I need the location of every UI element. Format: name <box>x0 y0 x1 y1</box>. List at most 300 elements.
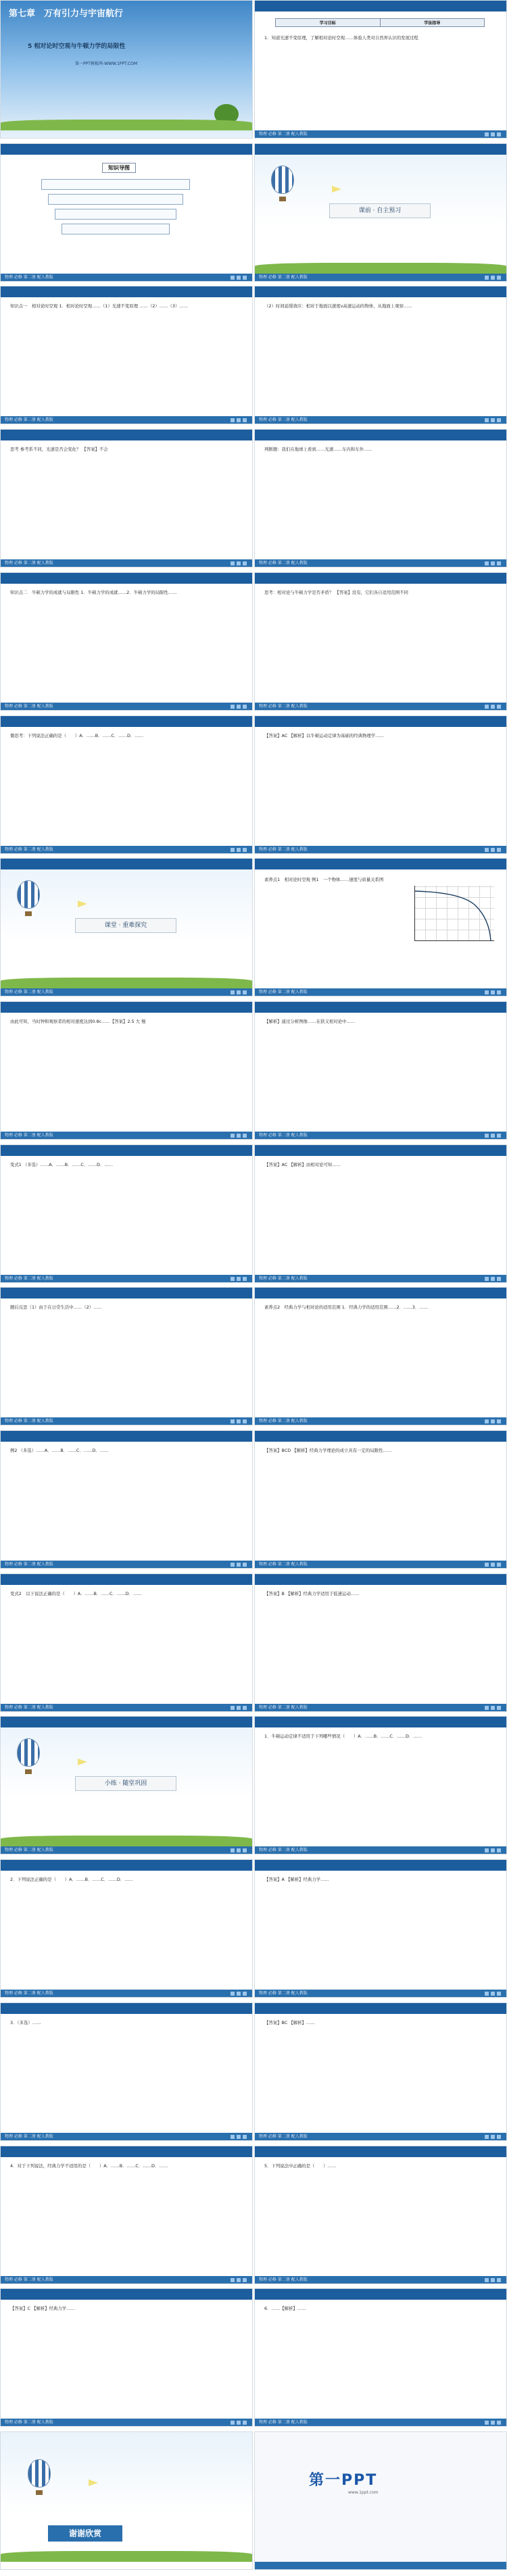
slide-text: 4．对于下列说法，经典力学不适用的是（ ）A．……B．……C．……D．…… <box>10 2163 168 2169</box>
nav-dot <box>237 1706 241 1710</box>
slide-text: 2．下列说法正确的是（ ）A．……B．……C．……D．…… <box>10 1877 133 1882</box>
slide-top-bar <box>1 286 252 297</box>
slide-top-bar <box>1 1574 252 1585</box>
nav-dot <box>485 2278 489 2282</box>
nav-dot <box>491 2135 495 2139</box>
footer-text: 物理 必修 第二册 配人教版 <box>5 704 53 709</box>
nav-dot <box>497 1563 501 1567</box>
slide-text: 1．牛顿运动定律不适用于下列哪些情况（ ）A．……B．……C．……D．…… <box>264 1734 422 1739</box>
nav-dots <box>228 990 247 996</box>
nav-dots <box>228 1276 247 1283</box>
nav-dot <box>485 1134 489 1138</box>
nav-dot <box>237 990 241 994</box>
slide-text: 【答案】C 【解析】经典力学…… <box>10 2306 75 2311</box>
nav-dot <box>243 561 247 565</box>
slide-top-bar <box>255 1145 506 1156</box>
footer-text: 物理 必修 第二册 配人教版 <box>5 1562 53 1567</box>
nav-dots <box>483 275 501 282</box>
slide-25 <box>0 1716 253 1854</box>
nav-dots <box>228 1848 247 1854</box>
nav-dot <box>485 990 489 994</box>
nav-dot <box>237 705 241 709</box>
nav-dot <box>485 1277 489 1281</box>
nav-dots <box>483 2134 501 2141</box>
slide-10 <box>254 572 507 711</box>
paper-plane-icon <box>78 901 87 907</box>
balloon-basket-icon <box>25 911 32 916</box>
nav-dot <box>491 705 495 709</box>
slide-26 <box>254 1716 507 1854</box>
goals-text: 1．知道光速不变原理，了解相对论时空观……体验人类对自然界认识的发展过程 <box>264 35 418 41</box>
nav-dot <box>237 418 241 422</box>
nav-dot <box>485 1706 489 1710</box>
nav-dot <box>485 1848 489 1852</box>
nav-dots <box>483 561 501 567</box>
slide-text: 【答案】AC 【解析】由相对论可知…… <box>264 1162 341 1167</box>
slide-top-bar <box>1 1431 252 1442</box>
lesson-title: 5 相对论时空观与牛顿力学的局限性 <box>28 43 126 50</box>
nav-dot <box>231 561 235 565</box>
slide-text: 例2 （多选）……A．……B．……C．……D．…… <box>10 1448 109 1453</box>
nav-dots <box>228 1419 247 1425</box>
nav-dots <box>228 418 247 424</box>
footer-text: 物理 必修 第二册 配人教版 <box>259 132 308 136</box>
slide-text: 变式2 以下说法正确的是（ ）A．……B．……C．……D．…… <box>10 1591 142 1596</box>
slide-20 <box>254 1287 507 1425</box>
nav-dot <box>243 418 247 422</box>
grass-decoration <box>1 1836 252 1846</box>
logo-url: www.1ppt.com <box>348 2490 379 2495</box>
nav-dots <box>228 275 247 282</box>
footer-text: 物理 必修 第二册 配人教版 <box>259 1133 308 1138</box>
nav-dots <box>483 2420 501 2427</box>
slide-7 <box>0 429 253 567</box>
nav-dot <box>485 561 489 565</box>
logo <box>282 2463 485 2504</box>
nav-dot <box>491 561 495 565</box>
slide-text: 知识点二 牛顿力学的成就与局限性 1．牛顿力学的成就……2．牛顿力学的局限性…… <box>10 590 177 595</box>
nav-dots <box>483 990 501 996</box>
slide-footer <box>255 1275 506 1282</box>
slide-text: 思考：相对论与牛顿力学是否矛盾？ 【答案】没有，它们各自适用范围不同 <box>264 590 408 595</box>
slide-6 <box>254 286 507 424</box>
slide-footer <box>1 1704 252 1711</box>
slide-top-bar <box>255 1 506 11</box>
nav-dot <box>237 276 241 280</box>
slide-text: 【答案】A 【解析】经典力学…… <box>264 1877 329 1882</box>
nav-dot <box>243 1992 247 1996</box>
nav-dot <box>231 1134 235 1138</box>
nav-dots <box>228 2134 247 2141</box>
slide-footer <box>1 2133 252 2140</box>
slide-35 <box>0 2431 253 2570</box>
slide-footer <box>255 274 506 281</box>
footer-text: 物理 必修 第二册 配人教版 <box>259 1705 308 1710</box>
footer-text: 物理 必修 第二册 配人教版 <box>5 1991 53 1996</box>
nav-dot <box>491 990 495 994</box>
nav-dot <box>243 990 247 994</box>
nav-dots <box>483 704 501 711</box>
nav-dot <box>497 1848 501 1852</box>
slide-top-bar <box>1 716 252 727</box>
footer-text: 物理 必修 第二册 配人教版 <box>259 704 308 709</box>
nav-dot <box>491 848 495 852</box>
slide-footer <box>1 1417 252 1425</box>
slide-footer <box>255 1704 506 1711</box>
slide-footer <box>255 1990 506 1997</box>
nav-dot <box>237 1134 241 1138</box>
nav-dot <box>237 1563 241 1567</box>
balloon-basket-icon <box>36 2490 43 2495</box>
slide-text: 知识点一 相对论时空观 1．相对论时空观……（1）光速不变原理 ……（2）……（3）…… <box>10 303 189 309</box>
nav-dot <box>497 561 501 565</box>
slide-2 <box>254 0 507 138</box>
footer-text: 物理 必修 第二册 配人教版 <box>5 275 53 280</box>
nav-dot <box>485 276 489 280</box>
slide-top-bar <box>255 1431 506 1442</box>
slide-3 <box>0 143 253 282</box>
footer-text: 物理 必修 第二册 配人教版 <box>259 1276 308 1281</box>
slide-top-bar <box>1 1002 252 1013</box>
slide-footer <box>255 703 506 710</box>
slide-text: （2）时间延缓效应：相对于地面以速度v高速运动的物体，从地面上观察…… <box>264 303 412 309</box>
nav-dots <box>228 1562 247 1569</box>
nav-dot <box>485 848 489 852</box>
slide-27 <box>0 1859 253 1998</box>
footer-text: 物理 必修 第二册 配人教版 <box>5 2134 53 2139</box>
slide-top-bar <box>1 2289 252 2300</box>
nav-dots <box>483 1991 501 1998</box>
slide-14 <box>254 858 507 996</box>
slide-top-bar <box>255 144 506 155</box>
slide-text: 5．下列说法中正确的是（ ）…… <box>264 2163 337 2169</box>
slide-23 <box>0 1573 253 1712</box>
slide-text: 【答案】BC 【解析】…… <box>264 2020 315 2025</box>
nav-dots <box>228 847 247 854</box>
nav-dots <box>483 2277 501 2284</box>
slide-footer <box>1 416 252 424</box>
footer-text: 物理 必修 第二册 配人教版 <box>5 1133 53 1138</box>
footer-text: 物理 必修 第二册 配人教版 <box>259 990 308 994</box>
nav-dot <box>231 705 235 709</box>
nav-dots <box>228 2420 247 2427</box>
slide-top-bar <box>255 1574 506 1585</box>
slide-text: 【答案】AC 【解析】以牛顿运动定律为基础的经典物理学…… <box>264 733 384 738</box>
nav-dot <box>491 1419 495 1423</box>
nav-dot <box>497 2135 501 2139</box>
nav-dot <box>237 1419 241 1423</box>
slide-top-bar <box>1 430 252 440</box>
slide-text: 微思考：下列说法正确的是（ ）A．……B．……C．……D．…… <box>10 733 144 738</box>
velocity-mass-chart <box>414 886 494 941</box>
slide-footer <box>255 2133 506 2140</box>
mindmap-node <box>48 194 183 205</box>
example-text: 素养点1 相对论时空观 例1 一个物体……速度与质量关系图 <box>264 877 384 882</box>
hot-air-balloon-icon <box>28 2459 51 2487</box>
nav-dot <box>231 1992 235 1996</box>
slide-footer <box>255 2562 506 2569</box>
nav-dots <box>483 1562 501 1569</box>
nav-dot <box>243 276 247 280</box>
nav-dot <box>485 2421 489 2425</box>
nav-dot <box>485 705 489 709</box>
nav-dot <box>231 990 235 994</box>
nav-dots <box>483 418 501 424</box>
slide-15 <box>0 1001 253 1140</box>
hot-air-balloon-icon <box>17 880 40 909</box>
slide-22 <box>254 1430 507 1569</box>
slide-5 <box>0 286 253 424</box>
slide-16 <box>254 1001 507 1140</box>
slide-footer <box>1 1132 252 1139</box>
slide-9 <box>0 572 253 711</box>
nav-dot <box>231 1848 235 1852</box>
slide-32 <box>254 2146 507 2284</box>
nav-dot <box>491 1563 495 1567</box>
nav-dot <box>237 1277 241 1281</box>
nav-dot <box>491 1277 495 1281</box>
slide-top-bar <box>1 1717 252 1727</box>
footer-text: 物理 必修 第二册 配人教版 <box>259 2277 308 2282</box>
footer-text: 物理 必修 第二册 配人教版 <box>5 561 53 565</box>
nav-dot <box>243 2278 247 2282</box>
nav-dots <box>483 1133 501 1140</box>
slide-footer <box>255 2276 506 2283</box>
slide-footer <box>255 1417 506 1425</box>
slide-text: 变式1 （多选）……A．……B．……C．……D．…… <box>10 1162 114 1167</box>
slide-33 <box>0 2288 253 2427</box>
footer-text: 物理 必修 第二册 配人教版 <box>5 990 53 994</box>
slide-34 <box>254 2288 507 2427</box>
grass-decoration <box>1 978 252 988</box>
slide-footer <box>255 1561 506 1568</box>
nav-dot <box>485 132 489 136</box>
slide-footer <box>1 559 252 567</box>
slide-text: 素养点2 经典力学与相对论的适用范围 1．经典力学的适用范围……2．……3．…… <box>264 1305 428 1310</box>
nav-dot <box>485 418 489 422</box>
slide-top-bar <box>1 2003 252 2014</box>
nav-dots <box>483 1848 501 1854</box>
nav-dot <box>237 1848 241 1852</box>
footer-text: 物理 必修 第二册 配人教版 <box>5 1848 53 1852</box>
slide-top-bar <box>255 1002 506 1013</box>
grass-decoration <box>1 2551 252 2562</box>
footer-text: 物理 必修 第二册 配人教版 <box>5 1705 53 1710</box>
slide-1 <box>0 0 253 138</box>
nav-dots <box>228 1991 247 1998</box>
section-banner: 课前 · 自主预习 <box>329 203 431 218</box>
grass-decoration <box>255 263 506 274</box>
slide-footer <box>255 130 506 138</box>
nav-dot <box>243 1134 247 1138</box>
chart-curve <box>415 886 495 941</box>
slide-footer <box>1 703 252 710</box>
slide-13 <box>0 858 253 996</box>
slide-footer <box>255 559 506 567</box>
slide-top-bar <box>1 859 252 869</box>
slide-11 <box>0 715 253 854</box>
nav-dot <box>497 418 501 422</box>
nav-dot <box>491 276 495 280</box>
nav-dot <box>491 2278 495 2282</box>
nav-dot <box>237 848 241 852</box>
nav-dot <box>491 1848 495 1852</box>
nav-dot <box>243 1419 247 1423</box>
footer-text: 物理 必修 第二册 配人教版 <box>259 418 308 422</box>
nav-dot <box>497 848 501 852</box>
footer-text: 物理 必修 第二册 配人教版 <box>5 1419 53 1423</box>
slide-footer <box>255 846 506 853</box>
nav-dot <box>485 2135 489 2139</box>
hot-air-balloon-icon <box>17 1738 40 1767</box>
nav-dot <box>237 1992 241 1996</box>
nav-dot <box>231 2135 235 2139</box>
footer-text: 物理 必修 第二册 配人教版 <box>5 418 53 422</box>
footer-text: 物理 必修 第二册 配人教版 <box>259 2134 308 2139</box>
balloon-basket-icon <box>25 1769 32 1774</box>
slide-top-bar <box>255 2146 506 2157</box>
nav-dot <box>485 1563 489 1567</box>
slide-36 <box>254 2431 507 2570</box>
nav-dot <box>243 2421 247 2425</box>
slide-footer <box>1 1846 252 1854</box>
slide-text: 【答案】BCD 【解析】经典力学理论的成立具有一定的局限性…… <box>264 1448 392 1453</box>
slide-4 <box>254 143 507 282</box>
footer-text: 物理 必修 第二册 配人教版 <box>259 847 308 852</box>
site-tag: 第一PPT模板网-WWW.1PPT.COM <box>75 61 138 66</box>
slide-footer <box>1 2419 252 2426</box>
nav-dots <box>483 1705 501 1712</box>
slide-top-bar <box>1 2146 252 2157</box>
slide-19 <box>0 1287 253 1425</box>
slide-30 <box>254 2002 507 2141</box>
paper-plane-icon <box>89 2479 98 2486</box>
chapter-title: 第七章 万有引力与宇宙航行 <box>9 9 124 19</box>
slide-text: 【答案】B 【解析】经典力学适用于低速运动…… <box>264 1591 360 1596</box>
slide-top-bar <box>255 2003 506 2014</box>
slide-top-bar <box>255 286 506 297</box>
slide-top-bar <box>255 1288 506 1298</box>
section-banner: 小练 · 随堂巩固 <box>75 1776 176 1791</box>
slide-top-bar <box>1 1145 252 1156</box>
nav-dot <box>243 1277 247 1281</box>
nav-dot <box>231 2421 235 2425</box>
nav-dot <box>497 1134 501 1138</box>
slide-18 <box>254 1144 507 1283</box>
nav-dot <box>243 2135 247 2139</box>
nav-dot <box>491 1992 495 1996</box>
slide-top-bar <box>1 1860 252 1871</box>
footer-text: 物理 必修 第二册 配人教版 <box>5 1276 53 1281</box>
chart-line <box>415 891 491 941</box>
slide-top-bar <box>255 716 506 727</box>
slide-footer <box>1 988 252 996</box>
nav-dot <box>237 2421 241 2425</box>
knowledge-map-title: 知识导图 <box>102 163 136 173</box>
nav-dot <box>243 1706 247 1710</box>
nav-dots <box>228 2277 247 2284</box>
slide-8 <box>254 429 507 567</box>
slide-text: 由此可知，当时钟和观察者的相对速度达到0.8c……【答案】2.5 大 慢 <box>10 1019 146 1024</box>
slide-top-bar <box>255 1717 506 1727</box>
slide-footer <box>1 846 252 853</box>
footer-text: 物理 必修 第二册 配人教版 <box>5 2277 53 2282</box>
nav-dot <box>231 1706 235 1710</box>
grass-decoration <box>1 120 252 130</box>
nav-dot <box>237 2135 241 2139</box>
slide-footer <box>255 1132 506 1139</box>
nav-dot <box>231 2278 235 2282</box>
nav-dots <box>483 1276 501 1283</box>
nav-dots <box>483 1419 501 1425</box>
logo-text: 第一PPT <box>309 2472 378 2489</box>
nav-dot <box>491 1706 495 1710</box>
footer-text: 物理 必修 第二册 配人教版 <box>259 275 308 280</box>
section-banner: 课堂 · 重难探究 <box>75 918 176 933</box>
nav-dot <box>497 705 501 709</box>
slide-top-bar <box>1 573 252 584</box>
slide-text: 6．……【解析】…… <box>264 2306 306 2311</box>
footer-text: 物理 必修 第二册 配人教版 <box>5 2420 53 2425</box>
nav-dot <box>485 1419 489 1423</box>
slide-text: 题后反思（1）由于在日常生活中……（2）…… <box>10 1305 102 1310</box>
footer-text: 物理 必修 第二册 配人教版 <box>259 561 308 565</box>
nav-dots <box>228 704 247 711</box>
slide-top-bar <box>255 2289 506 2300</box>
goals-header-cell: 学习目标 <box>276 19 381 27</box>
slide-text: 3．（多选）…… <box>10 2020 41 2025</box>
slide-top-bar <box>255 573 506 584</box>
slide-24 <box>254 1573 507 1712</box>
thanks-label: 谢谢欣赏 <box>48 2525 122 2542</box>
nav-dot <box>497 2421 501 2425</box>
nav-dot <box>491 1134 495 1138</box>
nav-dots <box>228 1705 247 1712</box>
nav-dot <box>231 1563 235 1567</box>
nav-dot <box>497 1706 501 1710</box>
goals-table <box>275 18 485 27</box>
slide-top-bar <box>1 1288 252 1298</box>
slide-footer <box>255 988 506 996</box>
nav-dot <box>243 1563 247 1567</box>
footer-text: 物理 必修 第二册 配人教版 <box>259 1848 308 1852</box>
paper-plane-icon <box>332 186 341 193</box>
slide-footer <box>1 2276 252 2283</box>
nav-dot <box>231 418 235 422</box>
footer-text: 物理 必修 第二册 配人教版 <box>259 1419 308 1423</box>
nav-dot <box>497 2278 501 2282</box>
slide-footer <box>255 1846 506 1854</box>
nav-dot <box>497 1992 501 1996</box>
nav-dot <box>497 276 501 280</box>
slide-footer <box>1 1275 252 1282</box>
nav-dot <box>497 132 501 136</box>
slide-text: 思考 参考系不同，光速是否会变化？ 【答案】不会 <box>10 447 108 452</box>
mindmap-node <box>62 224 170 234</box>
slide-text: 判断题：我们在地球上看到……光速……车内和车外…… <box>264 447 372 452</box>
nav-dot <box>231 276 235 280</box>
nav-dots <box>228 561 247 567</box>
slide-top-bar <box>255 430 506 440</box>
slide-footer <box>1 1561 252 1568</box>
footer-text: 物理 必修 第二册 配人教版 <box>259 2420 308 2425</box>
slide-footer <box>255 2419 506 2426</box>
slide-top-bar <box>255 1860 506 1871</box>
slide-footer <box>1 274 252 281</box>
hot-air-balloon-icon <box>271 166 294 194</box>
nav-dots <box>483 847 501 854</box>
nav-dot <box>497 1419 501 1423</box>
